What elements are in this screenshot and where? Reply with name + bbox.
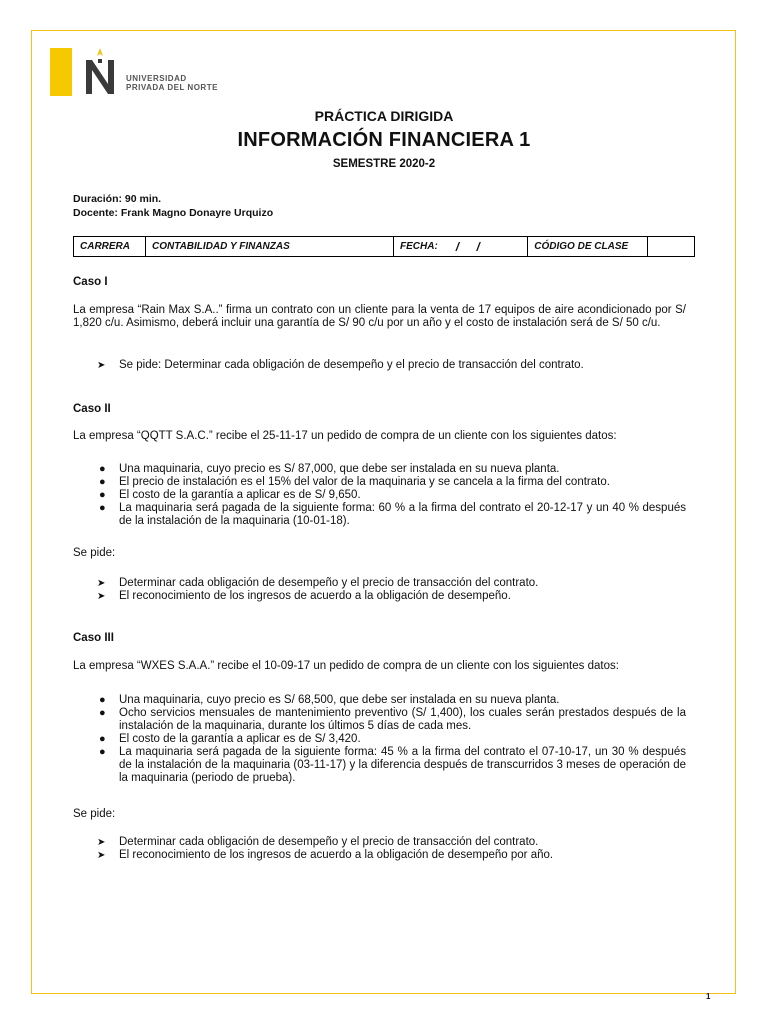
semester-label: SEMESTRE 2020-2 <box>332 158 436 170</box>
caso1-pide-list <box>73 359 686 372</box>
course-info-table <box>73 236 695 257</box>
caso1-text: La empresa “Rain Max S.A..” firma un contrato con un cliente para la venta de 17 equipos de aire acondicionado por S/ 1,820 c/u. Asimismo, deberá incluir una garantía de S/ 90 c/u por un año y el costo de instalación será de S/ 50 c/u. <box>73 304 686 329</box>
list-item: ● La maquinaria será pagada de la siguiente forma: 60 % a la firma del contrato el 20-12-17 y un 40 % después de la instalación de la maquinaria (10-01-18). <box>99 502 686 527</box>
university-logo <box>50 46 240 98</box>
arrow-bullet-icon: ➤ <box>97 850 106 861</box>
bullet-dot-icon: ● <box>99 746 106 758</box>
fecha-value: / / <box>444 237 528 257</box>
logo-yellow-bar <box>50 48 72 96</box>
logo-n-icon <box>80 46 120 96</box>
list-item: ➤ El reconocimiento de los ingresos de acuerdo a la obligación de desempeño por año. <box>97 849 554 861</box>
document-title: INFORMACIÓN FINANCIERA 1 <box>237 129 531 151</box>
list-item: ● El precio de instalación es el 15% del valor de la maquinaria y se cancela a la firma del contrato. <box>99 476 610 488</box>
caso2-text: La empresa “QQTT S.A.C.” recibe el 25-11-17 un pedido de compra de un cliente con los siguientes datos: <box>73 430 617 442</box>
caso3-title: Caso III <box>73 632 114 644</box>
logo-text-line2: PRIVADA DEL NORTE <box>126 83 218 92</box>
list-item: ➤ Determinar cada obligación de desempeño y el precio de transacción del contrato. <box>97 836 539 848</box>
caso2-bullets <box>73 463 686 528</box>
caso3-bullets <box>73 694 686 785</box>
caso3-text: La empresa “WXES S.A.A.” recibe el 10-09-17 un pedido de compra de un cliente con los siguientes datos: <box>73 660 619 672</box>
caso3-se-pide: Se pide: <box>73 808 116 820</box>
list-item: ➤ Determinar cada obligación de desempeño y el precio de transacción del contrato. <box>97 577 539 589</box>
list-item: ● Una maquinaria, cuyo precio es S/ 87,000, que debe ser instalada en su nueva planta. <box>99 463 560 475</box>
bullet-dot-icon: ● <box>99 707 106 719</box>
list-item: ● Una maquinaria, cuyo precio es S/ 68,500, que debe ser instalada en su nueva planta. <box>99 694 560 706</box>
document-subtitle: PRÁCTICA DIRIGIDA <box>314 108 454 124</box>
list-item: ● El costo de la garantía a aplicar es de S/ 9,650. <box>99 489 361 501</box>
bullet-dot-icon: ● <box>99 733 106 745</box>
arrow-bullet-icon: ➤ <box>97 578 106 589</box>
caso2-pide-list <box>73 577 686 603</box>
list-item: ● El costo de la garantía a aplicar es de S/ 3,420. <box>99 733 361 745</box>
caso2-se-pide: Se pide: <box>73 547 116 559</box>
carrera-label: CARRERA <box>74 237 146 257</box>
fecha-label: FECHA: <box>394 237 444 257</box>
list-item: ● Ocho servicios mensuales de mantenimiento preventivo (S/ 1,400), los cuales serán prestados después de la instalación de la maquinaria, durante los últimos 5 días de cada mes. <box>99 707 686 732</box>
arrow-bullet-icon: ➤ <box>97 360 106 371</box>
bullet-dot-icon: ● <box>99 694 106 706</box>
arrow-bullet-icon: ➤ <box>97 837 106 848</box>
bullet-dot-icon: ● <box>99 502 106 514</box>
bullet-dot-icon: ● <box>99 463 106 475</box>
page-number: 1 <box>706 992 711 1001</box>
bullet-dot-icon: ● <box>99 476 106 488</box>
logo-text-line1: UNIVERSIDAD <box>126 74 187 83</box>
caso1-title: Caso I <box>73 276 108 288</box>
duration-text: Duración: 90 min. <box>73 193 162 205</box>
codigo-value <box>648 237 695 257</box>
carrera-value: CONTABILIDAD Y FINANZAS <box>146 237 394 257</box>
codigo-label: CÓDIGO DE CLASE <box>528 237 648 257</box>
list-item: ● La maquinaria será pagada de la siguiente forma: 45 % a la firma del contrato el 07-10-17, un 30 % después de la instalación de la maquinaria (03-11-17) y la diferencia después de transcurridos 3 meses de operación de la maquinaria (periodo de prueba). <box>99 746 686 784</box>
teacher-text: Docente: Frank Magno Donayre Urquizo <box>73 207 274 219</box>
list-item: ➤ El reconocimiento de los ingresos de acuerdo a la obligación de desempeño. <box>97 590 511 602</box>
list-item: ➤ Se pide: Determinar cada obligación de desempeño y el precio de transacción del contrato. <box>97 359 584 371</box>
caso2-title: Caso II <box>73 403 111 415</box>
caso3-pide-list <box>73 836 686 862</box>
arrow-bullet-icon: ➤ <box>97 591 106 602</box>
bullet-dot-icon: ● <box>99 489 106 501</box>
